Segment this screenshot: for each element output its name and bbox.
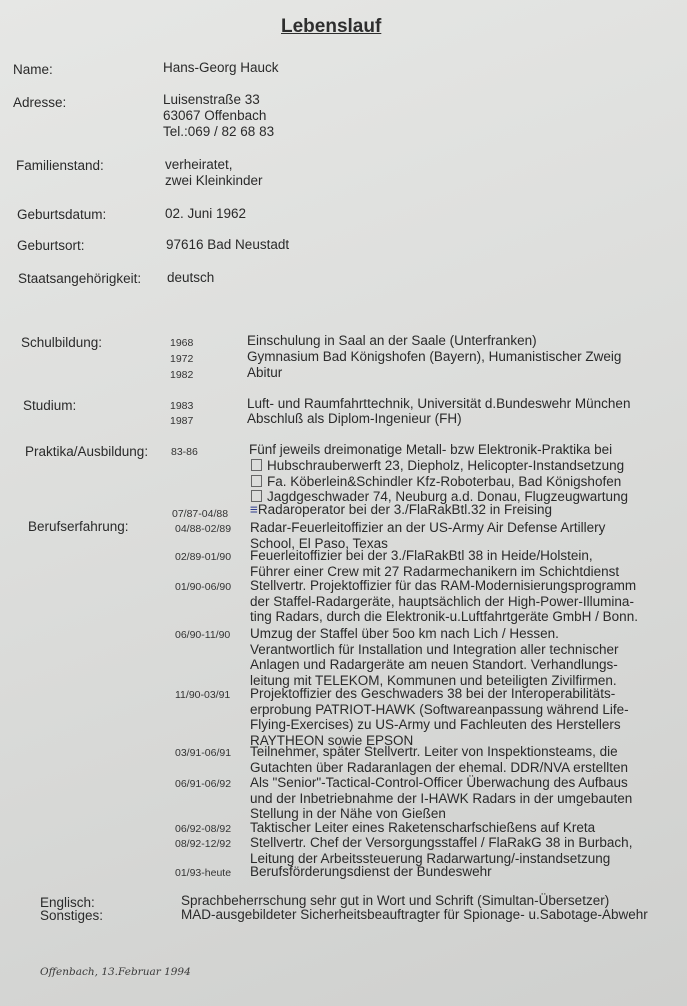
experience-text: Stellung in der Nähe von Gießen — [250, 806, 446, 821]
experience-text: Umzug der Staffel über 5oo km nach Lich / Hessen. — [250, 626, 559, 641]
misc-value: MAD-ausgebildeter Sicherheitsbeauftragter für Spionage- u.Sabotage-Abwehr — [181, 907, 648, 922]
family-label: Familienstand: — [16, 158, 104, 173]
experience-period: 01/90-06/90 — [175, 581, 232, 593]
experience-text: RAYTHEON sowie EPSON — [250, 732, 414, 748]
radar-period: 07/87-04/88 — [172, 508, 229, 520]
experience-period: 01/93-heute — [175, 867, 232, 879]
internship-intro: Fünf jeweils dreimonatige Metall- bzw Elektronik-Praktika bei — [249, 442, 613, 457]
address-street: Luisenstraße 33 — [163, 92, 260, 107]
family-value-2: zwei Kleinkinder — [165, 173, 263, 188]
experience-label: Berufserfahrung: — [28, 519, 129, 534]
school-year: 1972 — [170, 353, 194, 365]
experience-text: Führer einer Crew mit 27 Radarmechanikern im Schichtdienst — [250, 563, 620, 579]
english-value: Sprachbeherrschung sehr gut in Wort und Schrift (Simultan-Übersetzer) — [181, 893, 610, 908]
birthplace-label: Geburtsort: — [17, 238, 85, 253]
experience-period: 06/92-08/92 — [175, 823, 232, 835]
experience-text: Stellvertr. Chef der Versorgungsstaffel / FlaRakG 38 in Burbach, — [250, 835, 633, 850]
nationality-label: Staatsangehörigkeit: — [18, 271, 142, 286]
internship-item: Fa. Köberlein&Schindler Kfz-Roboterbau, Bad Königshofen — [251, 474, 621, 490]
experience-text: Flying-Exercises) zu US-Army und Fachleuten des Herstellers — [250, 717, 621, 732]
birthdate-value: 02. Juni 1962 — [165, 206, 247, 221]
birthdate-label: Geburtsdatum: — [17, 207, 107, 222]
experience-period: 02/89-01/90 — [175, 551, 232, 563]
checkbox-icon — [251, 490, 262, 502]
experience-text: leitung mit TELEKOM, Kommunen und beteiligten Zivilfirmen. — [250, 672, 617, 688]
experience-text: der Staffel-Radargeräte, hauptsächlich der High-Power-Illumina- — [250, 593, 634, 609]
birthplace-value: 97616 Bad Neustadt — [166, 237, 290, 252]
school-year: 1968 — [170, 337, 194, 349]
experience-text: Berufsförderungsdienst der Bundeswehr — [250, 864, 492, 879]
experience-period: 04/88-02/89 — [175, 523, 232, 535]
nationality-value: deutsch — [167, 270, 215, 285]
address-phone: Tel.:069 / 82 68 83 — [163, 124, 275, 139]
handwritten-mark-icon: ≡ — [250, 502, 258, 517]
checkbox-icon — [251, 475, 262, 487]
address-city: 63067 Offenbach — [163, 108, 267, 123]
experience-text: Als "Senior"-Tactical-Control-Officer Überwachung des Aufbaus — [250, 775, 628, 790]
study-year: 1983 — [170, 400, 194, 412]
name-value: Hans-Georg Hauck — [163, 60, 279, 75]
experience-text: Anlagen und Radargeräte am neuen Standort. Verhandlungs- — [250, 657, 618, 672]
experience-text: Teilnehmer, später Stellvertr. Leiter von Inspektionsteams, die — [250, 744, 618, 759]
misc-label: Sonstiges: — [40, 908, 104, 923]
experience-text: Gutachten über Radaranlagen der ehemal. DDR/NVA erstellten — [250, 759, 628, 775]
internship-item: Hubschrauberwerft 23, Diepholz, Helicopter-Instandsetzung — [251, 458, 624, 474]
checkbox-icon — [251, 459, 262, 471]
school-label: Schulbildung: — [21, 335, 103, 350]
experience-text: School, El Paso, Texas — [250, 535, 388, 551]
school-text: Gymnasium Bad Königshofen (Bayern), Humanistischer Zweig — [247, 349, 622, 364]
experience-text: Projektoffizier des Geschwaders 38 bei der Interoperabilitäts- — [250, 686, 616, 701]
internship-period: 83-86 — [171, 446, 198, 458]
experience-text: Stellvertr. Projektoffizier für das RAM-Modernisierungsprogramm — [250, 578, 637, 593]
name-label: Name: — [13, 62, 53, 77]
document-title: Lebenslauf — [281, 16, 382, 37]
experience-period: 06/90-11/90 — [175, 629, 231, 641]
school-year: 1982 — [170, 369, 194, 381]
experience-text: erprobung PATRIOT-HAWK (Softwareanpassung während Life- — [250, 701, 629, 717]
radar-entry: ≡Radaroperator bei der 3./FlaRakBtl.32 in Freising — [250, 502, 553, 517]
experience-text: und der Inbetriebnahme der I-HAWK Radars in der umgebauten — [250, 790, 633, 806]
experience-period: 03/91-06/91 — [175, 747, 232, 759]
experience-period: 08/92-12/92 — [175, 838, 232, 850]
internship-item: Jagdgeschwader 74, Neuburg a.d. Donau, Flugzeugwartung — [251, 489, 628, 505]
experience-period: 11/90-03/91 — [175, 689, 231, 701]
experience-text: Radar-Feuerleitoffizier an der US-Army Air Defense Artillery — [250, 520, 606, 535]
study-year: 1987 — [170, 415, 194, 427]
experience-text: ting Radars, durch die Elektronik-u.Luftfahrtgeräte GmbH / Bonn. — [250, 609, 638, 624]
internship-label: Praktika/Ausbildung: — [25, 444, 149, 459]
study-text: Luft- und Raumfahrttechnik, Universität d.Bundeswehr München — [247, 396, 631, 411]
experience-text: Leitung der Arbeitssteuerung Radarwartung/-instandsetzung — [250, 850, 611, 866]
school-text: Einschulung in Saal an der Saale (Unterfranken) — [247, 333, 537, 348]
study-label: Studium: — [23, 398, 77, 413]
family-value-1: verheiratet, — [165, 157, 233, 172]
school-text: Abitur — [247, 365, 283, 380]
address-label: Adresse: — [13, 95, 67, 110]
study-text: Abschluß als Diplom-Ingenieur (FH) — [247, 411, 462, 426]
experience-text: Verantwortlich für Installation und Integration aller technischer — [250, 641, 619, 657]
english-label: Englisch: — [40, 895, 95, 910]
place-date-signature: Offenbach, 13.Februar 1994 — [40, 966, 191, 978]
experience-period: 06/91-06/92 — [175, 778, 232, 790]
experience-text: Taktischer Leiter eines Raketenscharfschießens auf Kreta — [250, 820, 596, 835]
experience-text: Feuerleitoffizier bei der 3./FlaRakBtl 38 in Heide/Holstein, — [250, 548, 593, 563]
